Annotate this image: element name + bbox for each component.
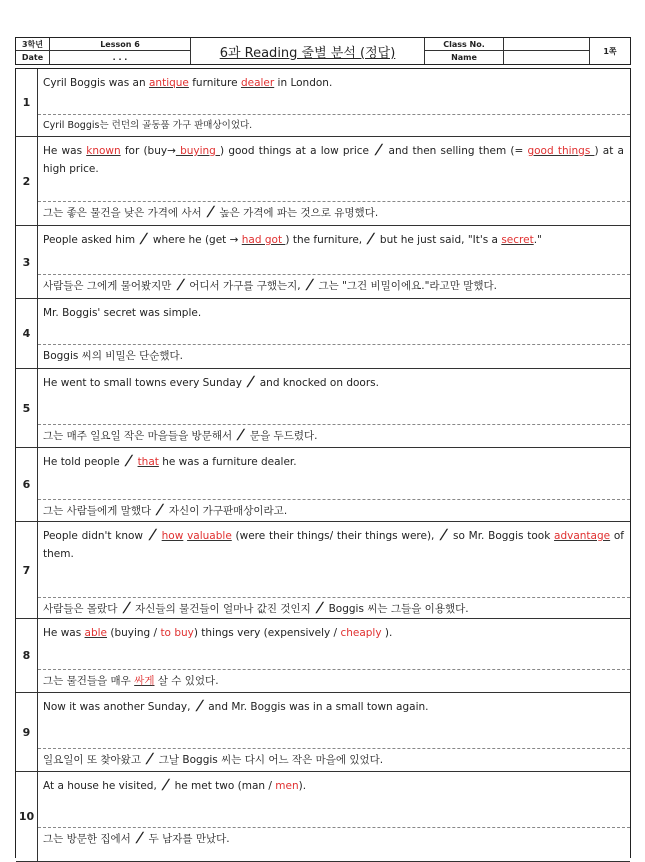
- phrase-divider: /: [438, 527, 449, 543]
- answer-underlined: 싸게: [134, 675, 155, 687]
- answer-choice: cheaply: [340, 627, 382, 639]
- page-title: 6과 Reading 줄별 분석 (정답): [219, 45, 396, 61]
- text-segment: 그는 "그건 비밀이에요."라고만 말했다.: [315, 280, 497, 292]
- answer-underlined: dealer: [240, 77, 275, 89]
- english-sentence: [43, 777, 624, 795]
- class-no-field[interactable]: [504, 38, 589, 50]
- row-number: 1: [16, 69, 38, 136]
- answer-choice: men: [275, 780, 299, 792]
- korean-translation: [43, 206, 624, 220]
- dashed-divider: [38, 201, 630, 202]
- phrase-divider: /: [154, 502, 166, 518]
- korean-translation: [43, 674, 624, 688]
- sentence-row: [16, 137, 630, 226]
- phrase-divider: /: [160, 777, 171, 793]
- text-segment: 그는 방문한 집에서: [43, 833, 135, 845]
- text-segment: At a house he visited,: [43, 780, 161, 792]
- date-label: Date: [21, 52, 44, 62]
- sentence-row: [16, 693, 630, 772]
- row-number: 2: [16, 137, 38, 225]
- text-segment: .": [533, 234, 542, 246]
- dashed-divider: [38, 669, 630, 670]
- phrase-divider: /: [121, 600, 132, 616]
- text-segment: for (buy→: [120, 145, 176, 157]
- text-segment: (buying /: [107, 627, 161, 639]
- phrase-divider: /: [304, 277, 315, 293]
- phrase-divider: /: [144, 751, 156, 767]
- lesson-label: Lesson 6: [100, 39, 140, 49]
- text-segment: ) at a high price.: [43, 145, 624, 175]
- answer-underlined: how: [161, 530, 184, 542]
- phrase-divider: /: [134, 830, 145, 846]
- text-segment: Cyril Boggis는 런던의 골동품 가구 판매상이었다.: [43, 120, 253, 131]
- row-number: 8: [16, 619, 38, 692]
- answer-underlined: good things: [527, 145, 595, 157]
- text-segment: in London.: [274, 77, 333, 89]
- sentence-row: [16, 772, 630, 862]
- dashed-divider: [38, 424, 630, 425]
- english-sentence: [43, 698, 624, 716]
- answer-underlined: advantage: [554, 530, 611, 542]
- answer-choice: to buy: [160, 627, 194, 639]
- phrase-divider: /: [235, 427, 247, 443]
- phrase-divider: /: [365, 231, 377, 247]
- name-label: Name: [451, 52, 477, 62]
- english-sentence: [43, 74, 624, 92]
- phrase-divider: /: [314, 600, 325, 616]
- korean-translation: [43, 753, 624, 767]
- text-segment: and then selling them (=: [384, 145, 528, 157]
- text-segment: ).: [298, 780, 307, 792]
- dashed-divider: [38, 748, 630, 749]
- sentence-row: [16, 619, 630, 693]
- english-sentence: [43, 304, 624, 322]
- phrase-divider: /: [138, 231, 150, 247]
- text-segment: ) the furniture,: [285, 234, 366, 246]
- phrase-divider: /: [194, 698, 205, 714]
- text-segment: 그는 좋은 물건을 낮은 가격에 사서: [43, 207, 206, 219]
- text-segment: 자신들의 물건들이 얼마나 값진 것인지: [131, 603, 315, 615]
- text-segment: 그는 사람들에게 말했다: [43, 505, 155, 517]
- text-segment: People didn't know: [43, 530, 147, 542]
- sentence-row: [16, 522, 630, 619]
- row-number: 9: [16, 693, 38, 771]
- row-number: 4: [16, 299, 38, 368]
- text-segment: 살 수 있었다.: [154, 675, 219, 687]
- sentence-row: [16, 69, 630, 137]
- dashed-divider: [38, 344, 630, 345]
- text-segment: 문을 두드렸다.: [246, 430, 318, 442]
- text-segment: 일요일이 또 찾아왔고: [43, 754, 145, 766]
- text-segment: 자신이 가구판매상이라고.: [165, 505, 288, 517]
- row-number: 7: [16, 522, 38, 618]
- dashed-divider: [38, 597, 630, 598]
- phrase-divider: /: [245, 374, 256, 390]
- korean-translation: [43, 602, 624, 616]
- text-segment: Now it was another Sunday,: [43, 701, 194, 713]
- answer-underlined: able: [84, 627, 108, 639]
- korean-translation: [43, 504, 624, 518]
- text-segment: so Mr. Boggis took: [449, 530, 555, 542]
- text-segment: he met two (man /: [171, 780, 276, 792]
- text-segment: of them.: [43, 530, 624, 560]
- text-segment: he was a furniture dealer.: [158, 456, 297, 468]
- text-segment: ) good things at a low price: [220, 145, 374, 157]
- dashed-divider: [38, 114, 630, 115]
- korean-translation: [43, 279, 624, 293]
- text-segment: and knocked on doors.: [256, 377, 379, 389]
- row-number: 5: [16, 369, 38, 447]
- text-segment: 그날 Boggis 씨는 다시 어느 작은 마을에 있었다.: [155, 754, 384, 766]
- phrase-divider: /: [123, 453, 134, 469]
- text-segment: but he just said, "It's a: [376, 234, 502, 246]
- text-segment: 그는 매주 일요일 작은 마을들을 방문해서: [43, 430, 236, 442]
- korean-translation: [43, 429, 624, 443]
- text-segment: He told people: [43, 456, 124, 468]
- sentence-row: [16, 226, 630, 299]
- english-sentence: [43, 453, 624, 471]
- text-segment: He was: [43, 627, 85, 639]
- answer-underlined: had got: [241, 234, 286, 246]
- text-segment: 그는 물건들을 매우: [43, 675, 135, 687]
- text-segment: ) things very (expensively /: [193, 627, 341, 639]
- text-segment: 어디서 가구를 구했는지,: [185, 280, 304, 292]
- text-segment: Cyril Boggis was an: [43, 77, 149, 89]
- sentence-row: [16, 448, 630, 522]
- answer-underlined: antique: [148, 77, 189, 89]
- text-segment: People asked him: [43, 234, 139, 246]
- dashed-divider: [38, 827, 630, 828]
- row-number: 3: [16, 226, 38, 298]
- name-field[interactable]: [504, 50, 589, 64]
- page-number: 1쪽: [603, 46, 617, 56]
- english-sentence: [43, 142, 624, 178]
- korean-translation: [43, 349, 624, 363]
- answer-underlined: secret: [501, 234, 534, 246]
- text-segment: (were their things/ their things were),: [231, 530, 439, 542]
- row-number: 6: [16, 448, 38, 521]
- phrase-divider: /: [373, 142, 384, 158]
- date-field[interactable]: . . .: [112, 52, 128, 62]
- english-sentence: [43, 231, 624, 249]
- english-sentence: [43, 624, 624, 642]
- sentence-row: [16, 369, 630, 448]
- grade-label: 3학년: [21, 39, 44, 49]
- text-segment: 두 남자를 만났다.: [145, 833, 230, 845]
- text-segment: and Mr. Boggis was in a small town again.: [204, 701, 429, 713]
- text-segment: He went to small towns every Sunday: [43, 377, 246, 389]
- english-sentence: [43, 527, 624, 563]
- text-segment: Mr. Boggis' secret was simple.: [43, 307, 202, 319]
- text-segment: where he (get →: [149, 234, 242, 246]
- answer-underlined: known: [86, 145, 121, 157]
- korean-translation: [43, 832, 624, 846]
- text-segment: furniture: [188, 77, 241, 89]
- text-segment: 사람들은 그에게 물어봤지만: [43, 280, 175, 292]
- dashed-divider: [38, 499, 630, 500]
- row-number: 10: [16, 772, 38, 861]
- answer-underlined: that: [137, 456, 159, 468]
- text-segment: He was: [43, 145, 87, 157]
- answer-underlined: buying: [175, 145, 221, 157]
- text-segment: ).: [381, 627, 393, 639]
- sentence-table: [15, 68, 631, 858]
- text-segment: Boggis 씨는 그들을 이용했다.: [325, 603, 469, 615]
- text-segment: 사람들은 몰랐다: [43, 603, 121, 615]
- phrase-divider: /: [175, 277, 186, 293]
- dashed-divider: [38, 274, 630, 275]
- answer-underlined: valuable: [187, 530, 232, 542]
- text-segment: Boggis 씨의 비밀은 단순했다.: [43, 350, 183, 362]
- class-no-label: Class No.: [443, 39, 485, 49]
- text-segment: 높은 가격에 파는 것으로 유명했다.: [216, 207, 379, 219]
- phrase-divider: /: [147, 527, 158, 543]
- phrase-divider: /: [205, 204, 216, 220]
- sentence-row: [16, 299, 630, 369]
- korean-translation: [43, 119, 624, 133]
- english-sentence: [43, 374, 624, 392]
- worksheet-header: [15, 37, 631, 65]
